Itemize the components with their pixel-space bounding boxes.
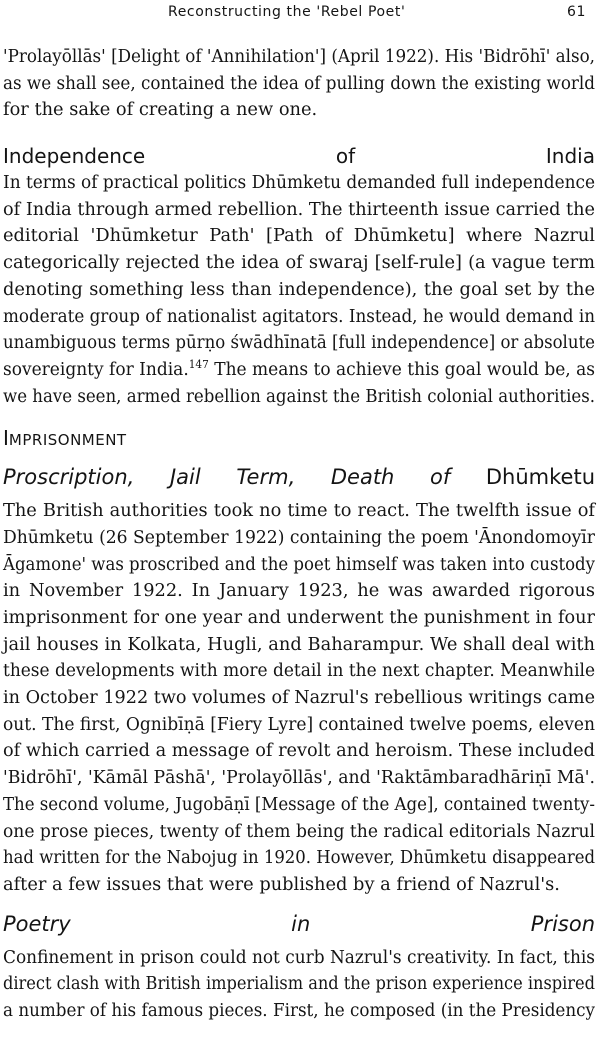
paragraph-1 — [3, 44, 595, 124]
text-line: unambiguous terms pūrṇo śwādhīnatā [full independence] or absolute — [3, 332, 595, 354]
text-line: 'Prolayōllās' [Delight of 'Annihilation'] (April 1922). His 'Bidrōhī' also, — [3, 46, 595, 67]
body-text — [3, 44, 595, 1025]
text-line: of India through armed rebellion. The thirteenth issue carried the — [3, 198, 595, 220]
text-line: Āgamone' was proscribed and the poet himself was taken into custody — [3, 553, 595, 575]
text-line: editorial 'Dhūmketur Path' [Path of Dhūmketu] where Nazrul — [3, 225, 595, 247]
text-line: Dhūmketu (26 September 1922) containing the poem 'Ānondomoyīr — [3, 526, 595, 548]
text-line: in November 1922. In January 1923, he was awarded rigorous — [3, 580, 595, 602]
running-head — [0, 4, 600, 26]
chapter-section-heading-imprisonment: IMPRISONMENT — [3, 426, 127, 451]
text-line: The British authorities took no time to react. The twelfth issue of — [3, 500, 595, 522]
text-line: direct clash with British imperialism and the prison experience inspired — [3, 973, 595, 995]
text-line: categorically rejected the idea of swaraj [self-rule] (a vague term — [3, 252, 595, 274]
subsection-heading-proscription: Proscription, Jail Term, Death of Dhūmketu — [3, 465, 595, 490]
paragraph-4 — [3, 945, 595, 1025]
subsection-heading-poetry-in-prison: Poetry in Prison — [3, 911, 595, 936]
text-line: imprisonment for one year and underwent the punishment in four — [3, 607, 595, 628]
page-number: 61 — [566, 4, 586, 20]
section-heading-independence: Independence of India — [3, 144, 595, 169]
text-line: these developments with more detail in the next chapter. Meanwhile — [3, 660, 595, 682]
text-line: moderate group of nationalist agitators. Instead, he would demand in — [3, 305, 595, 327]
text-line: a number of his famous pieces. First, he composed (in the Presidency — [3, 999, 595, 1021]
text-line: after a few issues that were published by a friend of Nazrul's. — [3, 873, 560, 895]
text-line: The second volume, Jugobāṇī [Message of the Age], contained twenty- — [3, 793, 595, 815]
text-line: one prose pieces, twenty of them being the radical editorials Nazrul — [3, 820, 595, 842]
text-line: for the sake of creating a new one. — [3, 99, 318, 121]
text-line: 'Bidrōhī', 'Kāmāl Pāshā', 'Prolayōllās', and 'Raktāmbaradhāriṇī Mā'. — [3, 767, 595, 789]
text-line: out. The first, Ognibīṇā [Fiery Lyre] contained twelve poems, eleven — [3, 713, 595, 735]
running-head-title: Reconstructing the 'Rebel Poet' — [168, 4, 406, 20]
text-line: denoting something less than independence), the goal set by the — [3, 278, 595, 300]
footnote-reference: 147 — [188, 357, 209, 371]
paragraph-3 — [3, 498, 595, 898]
text-line: in October 1922 two volumes of Nazrul's rebellious writings came — [3, 687, 595, 709]
paragraph-2 — [3, 170, 595, 410]
text-line: we have seen, armed rebellion against the British colonial authorities. — [3, 385, 595, 407]
text-line: In terms of practical politics Dhūmketu demanded full independence — [3, 172, 595, 194]
text-line: of which carried a message of revolt and heroism. These included — [3, 740, 595, 762]
text-line: jail houses in Kolkata, Hugli, and Baharampur. We shall deal with — [3, 633, 595, 655]
text-line: sovereignty for India.$^{147}$ The means to achieve this goal would be, as — [3, 357, 595, 380]
text-line: Confinement in prison could not curb Nazrul's creativity. In fact, this — [3, 946, 595, 968]
text-line: had written for the Nabojug in 1920. However, Dhūmketu disappeared — [3, 847, 595, 869]
text-line: as we shall see, contained the idea of pulling down the existing world — [3, 72, 595, 94]
